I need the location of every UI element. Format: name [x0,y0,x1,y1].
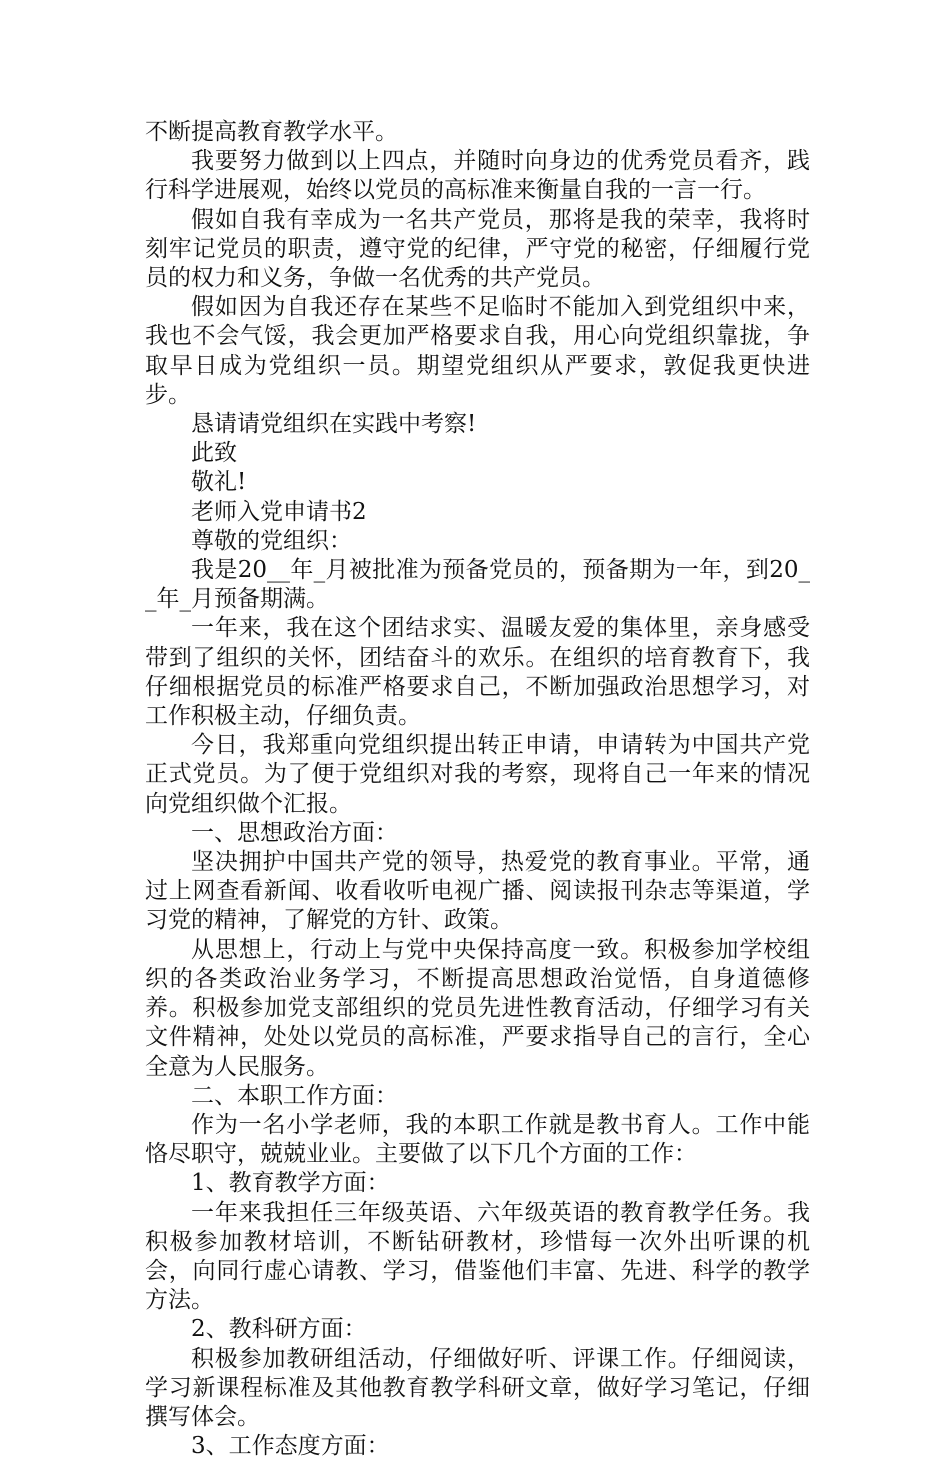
paragraph: 恳请请党组织在实践中考察! [191,411,477,438]
paragraph: 作为一名小学老师，我的本职工作就是教书育人。工作中能恪尽职守，兢兢业业。主要做了以下几个方面的工作： [145,1111,810,1168]
paragraph: 坚决拥护中国共产党的领导，热爱党的教育事业。平常，通过上网查看新闻、收看收听电视广播、阅读报刊杂志等渠道，学习党的精神，了解党的方针、政策。 [145,849,810,934]
paragraph: 积极参加教研组活动，仔细做好听、评课工作。仔细阅读，学习新课程标准及其他教育教学科研文章，做好学习笔记，仔细撰写体会。 [145,1345,810,1430]
paragraph: 我是20__年_月被批准为预备党员的，预备期为一年，到20__年_月预备期满。 [145,557,810,613]
paragraph: 一年来，我在这个团结求实、温暖友爱的集体里，亲身感受带到了组织的关怀，团结奋斗的欢乐。在组织的培育教育下，我仔细根据党员的标准严格要求自己，不断加强政治思想学习，对工作积极主动，仔细负责。 [145,615,810,730]
subheading: 3、工作态度方面： [191,1433,390,1460]
section-title: 老师入党申请书2 [191,498,367,525]
closing-regards: 敬礼! [191,469,247,496]
paragraph: 从思想上，行动上与党中央保持高度一致。积极参加学校组织的各类政治业务学习，不断提高思想政治觉悟，自身道德修养。积极参加党支部组织的党员先进性教育活动，仔细学习有关文件精神，处处以党员的高标准，严要求指导自己的言行，全心全意为人民服务。 [145,936,810,1080]
greeting: 尊敬的党组织： [191,527,352,554]
paragraph: 一年来我担任三年级英语、六年级英语的教育教学任务。我积极参加教材培训，不断钻研教材，珍惜每一次外出听课的机会，向同行虚心请教、学习，借鉴他们丰富、先进、科学的教学方法。 [145,1199,810,1314]
subheading: 1、教育教学方面： [191,1170,390,1197]
paragraph: 今日，我郑重向党组织提出转正申请，申请转为中国共产党正式党员。为了便于党组织对我的考察，现将自己一年来的情况向党组织做个汇报。 [145,732,810,817]
heading: 二、本职工作方面： [191,1082,398,1109]
paragraph: 我要努力做到以上四点，并随时向身边的优秀党员看齐，践行科学进展观，始终以党员的高标准来衡量自我的一言一行。 [145,148,810,204]
document-body [145,118,810,1461]
closing-salutation: 此致 [191,440,237,467]
heading: 一、思想政治方面： [191,819,398,846]
paragraph: 假如自我有幸成为一名共产党员，那将是我的荣幸，我将时刻牢记党员的职责，遵守党的纪律，严守党的秘密，仔细履行党员的权力和义务，争做一名优秀的共产党员。 [145,206,810,292]
subheading: 2、教科研方面： [191,1316,367,1343]
paragraph: 假如因为自我还存在某些不足临时不能加入到党组织中来，我也不会气馁，我会更加严格要求自我，用心向党组织靠拢，争取早日成为党组织一员。期望党组织从严要求，敦促我更快进步。 [145,294,810,408]
paragraph: 不断提高教育教学水平。 [145,119,398,145]
